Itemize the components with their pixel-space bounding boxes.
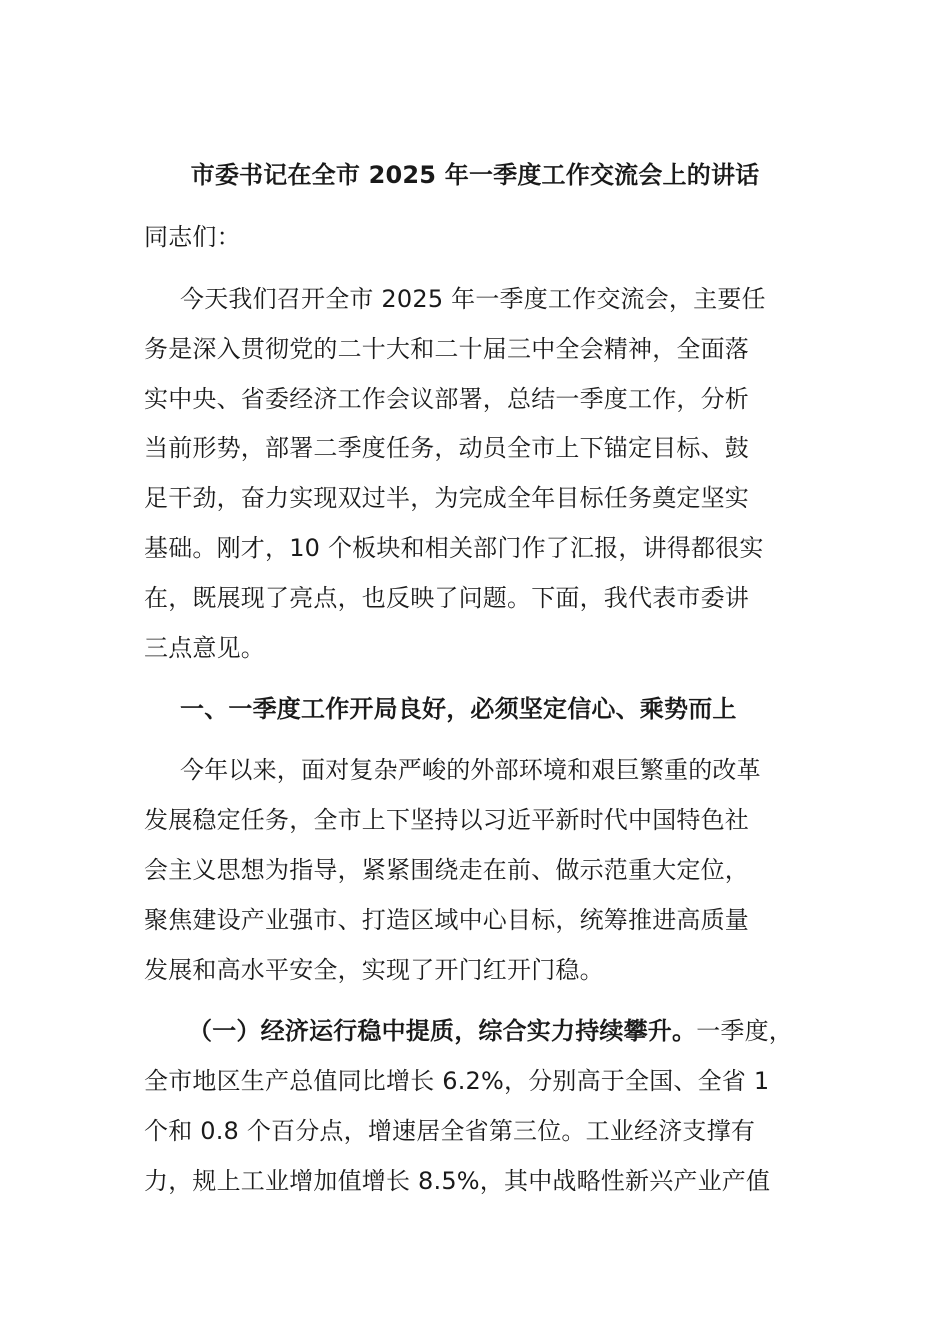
section-line: 聚焦建设产业强市、打造区域中心目标，统筹推进高质量 — [144, 906, 749, 934]
subsection-line: 全市地区生产总值同比增长 6.2%，分别高于全国、全省 1 — [144, 1067, 770, 1095]
subsection-line: 个和 0.8 个百分点，增速居全省第三位。工业经济支撑有 — [144, 1117, 756, 1145]
intro-line: 当前形势，部署二季度任务，动员全市上下锚定目标、鼓 — [144, 434, 749, 462]
document-title: 市委书记在全市 2025 年一季度工作交流会上的讲话 — [190, 161, 760, 189]
salutation: 同志们： — [144, 223, 241, 251]
subsection-line: 力，规上工业增加值增长 8.5%，其中战略性新兴产业产值 — [144, 1167, 771, 1195]
subsection-first-line — [188, 1014, 888, 1048]
section-line: 发展稳定任务，全市上下坚持以习近平新时代中国特色社 — [144, 806, 749, 834]
intro-line: 在，既展现了亮点，也反映了问题。下面，我代表市委讲 — [144, 584, 749, 612]
section-heading: 一、一季度工作开局良好，必须坚定信心、乘势而上 — [180, 695, 737, 723]
intro-line: 务是深入贯彻党的二十大和二十届三中全会精神，全面落 — [144, 335, 749, 363]
subsection-text: 一季度， — [696, 1017, 794, 1045]
subsection-heading: （一）经济运行稳中提质，综合实力持续攀升。 — [188, 1017, 697, 1045]
section-line: 会主义思想为指导，紧紧围绕走在前、做示范重大定位， — [144, 856, 749, 884]
intro-line: 基础。刚才，10 个板块和相关部门作了汇报，讲得都很实 — [144, 534, 764, 562]
intro-line: 今天我们召开全市 2025 年一季度工作交流会，主要任 — [180, 285, 766, 313]
intro-line: 三点意见。 — [144, 634, 265, 662]
intro-line: 足干劲，奋力实现双过半，为完成全年目标任务奠定坚实 — [144, 484, 749, 512]
section-line: 今年以来，面对复杂严峻的外部环境和艰巨繁重的改革 — [180, 756, 761, 784]
intro-line: 实中央、省委经济工作会议部署，总结一季度工作，分析 — [144, 385, 749, 413]
section-line: 发展和高水平安全，实现了开门红开门稳。 — [144, 956, 604, 984]
